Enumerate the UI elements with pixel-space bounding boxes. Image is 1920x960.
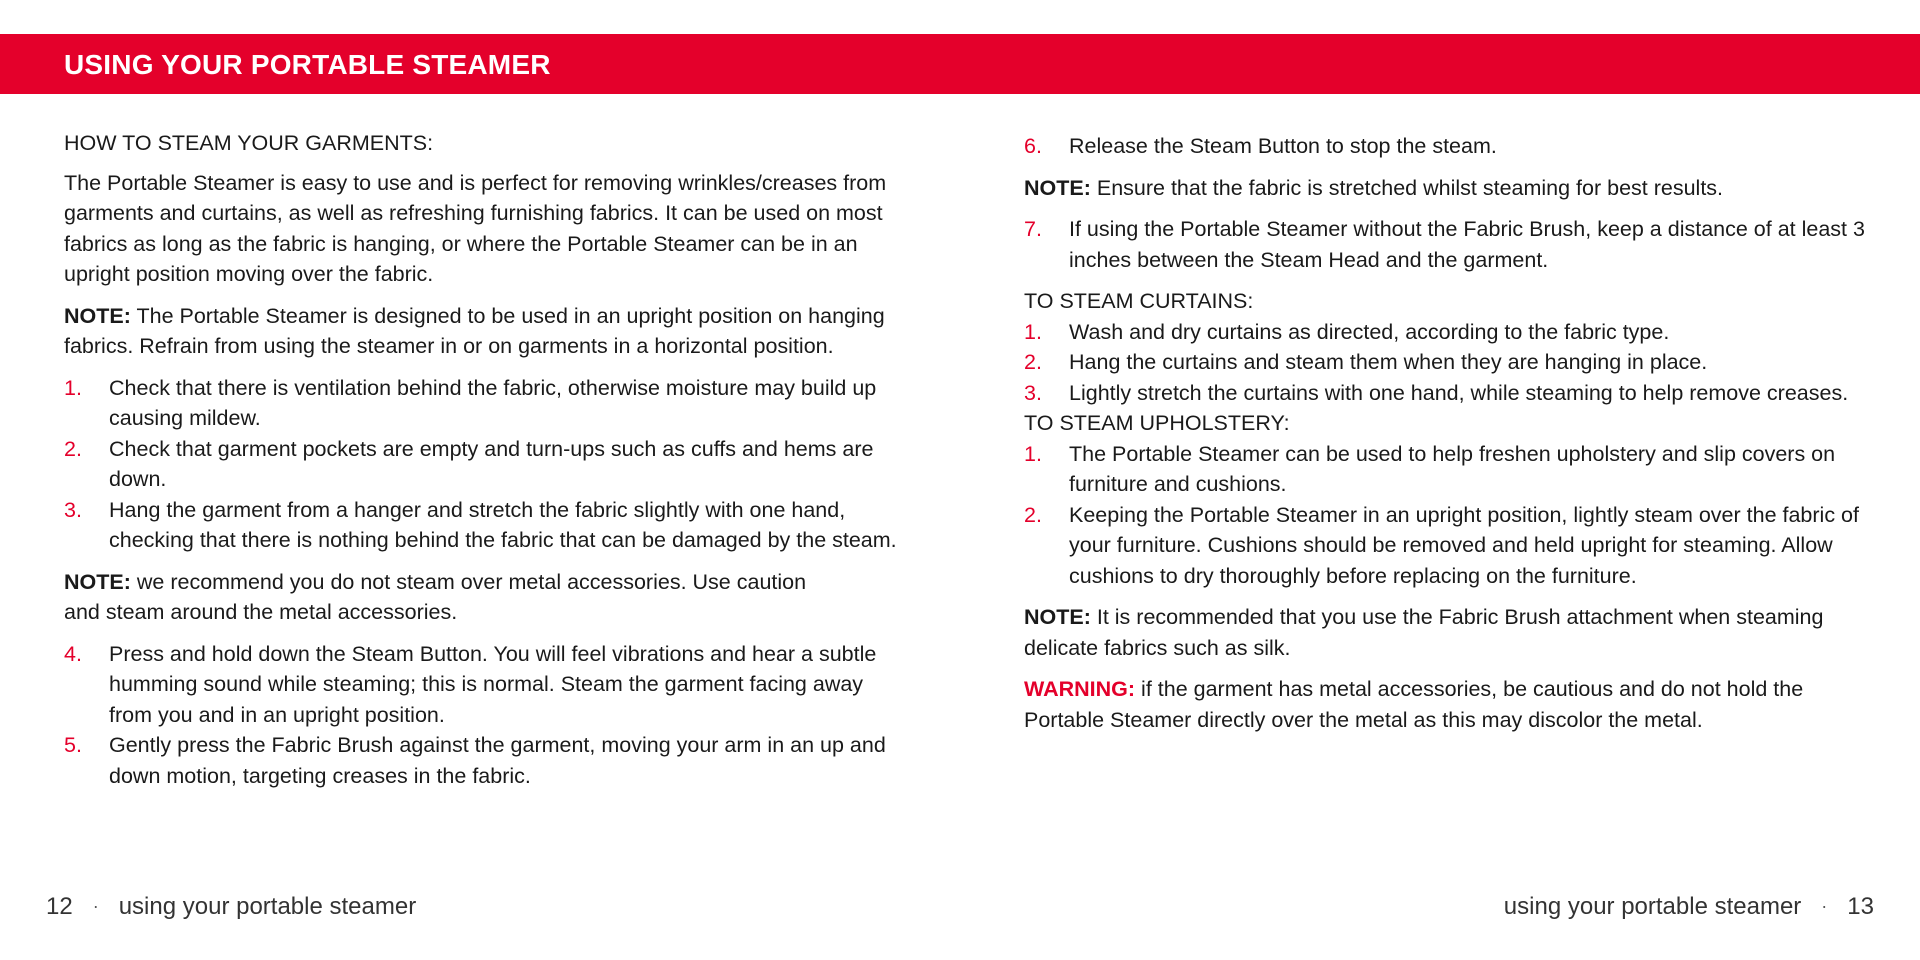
note-text: Ensure that the fabric is stretched whilst steaming for best results. bbox=[1090, 175, 1724, 200]
footer-left bbox=[46, 893, 416, 921]
note-stretched bbox=[1024, 173, 1866, 204]
note-text: It is recommended that you use the Fabric Brush attachment when steaming delicate fabrics such as silk. bbox=[1024, 605, 1824, 660]
step-number: 5. bbox=[64, 733, 82, 757]
step-text: Wash and dry curtains as directed, according to the fabric type. bbox=[1069, 319, 1670, 344]
list-item bbox=[1024, 214, 1866, 275]
note-label: NOTE: bbox=[1024, 605, 1091, 629]
footer-right bbox=[1504, 893, 1874, 921]
garment-step-6 bbox=[1024, 131, 1866, 162]
step-number: 1. bbox=[64, 375, 82, 400]
step-number: 3. bbox=[1024, 380, 1042, 405]
step-text: Release the Steam Button to stop the steam. bbox=[1069, 134, 1497, 158]
step-text: Check that there is ventilation behind the fabric, otherwise moisture may build up causing mildew. bbox=[109, 375, 877, 430]
note-fabric-brush bbox=[1024, 602, 1866, 663]
upholstery-heading: TO STEAM UPHOLSTERY: bbox=[1024, 411, 1290, 435]
step-number: 4. bbox=[64, 641, 82, 666]
step-text: Gently press the Fabric Brush against the garment, moving your arm in an up and down motion, targeting creases in the fabric. bbox=[109, 733, 886, 788]
intro-paragraph: The Portable Steamer is easy to use and is perfect for removing wrinkles/creases from garments and curtains, as well as refreshing furnishing fabrics. It can be used on most fabrics as long as the fabric is hanging, or where the Portable Steamer can be in an upright position moving over the fabric. bbox=[64, 170, 887, 286]
page-number-left: 12 bbox=[46, 893, 73, 920]
note-metal bbox=[64, 567, 824, 628]
list-item bbox=[64, 373, 906, 434]
curtains-steps-list bbox=[1024, 317, 1866, 409]
garment-steps-list-a bbox=[64, 373, 906, 556]
step-number: 1. bbox=[1024, 319, 1042, 344]
right-column bbox=[1024, 128, 1866, 746]
step-text: The Portable Steamer can be used to help freshen upholstery and slip covers on furniture and cushions. bbox=[1069, 441, 1836, 496]
step-number: 2. bbox=[1024, 350, 1042, 374]
garments-heading bbox=[64, 128, 906, 159]
page-number-right: 13 bbox=[1847, 893, 1874, 920]
footer-right-text: using your portable steamer bbox=[1503, 893, 1802, 920]
section-banner bbox=[0, 34, 1920, 94]
step-number: 3. bbox=[64, 497, 82, 522]
garment-steps-list-b bbox=[64, 639, 906, 792]
list-item bbox=[1024, 378, 1866, 409]
step-text: Press and hold down the Steam Button. You will feel vibrations and hear a subtle humming sound while steaming; this is normal. Steam the garment facing away from you and in an upright position. bbox=[109, 641, 877, 727]
step-number: 7. bbox=[1024, 217, 1042, 241]
list-item bbox=[1024, 439, 1866, 500]
warning-paragraph bbox=[1024, 674, 1859, 735]
step-number: 1. bbox=[1024, 441, 1042, 466]
list-item bbox=[1024, 347, 1866, 378]
list-item bbox=[1024, 500, 1866, 592]
list-item bbox=[64, 730, 906, 791]
note-label: NOTE: bbox=[64, 303, 131, 328]
list-item bbox=[1024, 317, 1866, 348]
list-item bbox=[64, 434, 906, 495]
note-label: NOTE: bbox=[1024, 175, 1091, 200]
warning-label: WARNING: bbox=[1024, 677, 1136, 701]
footer-left-text: using your portable steamer bbox=[118, 893, 417, 920]
step-text: Lightly stretch the curtains with one hand, while steaming to help remove creases. bbox=[1069, 380, 1849, 405]
list-item bbox=[1024, 131, 1866, 162]
step-number: 2. bbox=[64, 436, 82, 461]
list-item bbox=[64, 495, 906, 556]
step-text: Hang the curtains and steam them when they are hanging in place. bbox=[1069, 350, 1708, 374]
upholstery-steps-list bbox=[1024, 439, 1866, 592]
note-label: NOTE: bbox=[64, 569, 131, 594]
step-number: 2. bbox=[1024, 502, 1042, 527]
warning-text: if the garment has metal accessories, be cautious and do not hold the Portable Steamer directly over the metal as this may discolor the metal. bbox=[1024, 677, 1804, 732]
step-number: 6. bbox=[1024, 134, 1042, 158]
note-text: we recommend you do not steam over metal accessories. Use caution and steam around the metal accessories. bbox=[64, 569, 807, 624]
step-text: Keeping the Portable Steamer in an upright position, lightly steam over the fabric of your furniture. Cushions should be removed and held upright for steaming. Allow cushions to dry thoroughly before replacing on the furniture. bbox=[1069, 502, 1859, 588]
footer-separator: · bbox=[1821, 896, 1828, 916]
left-column bbox=[64, 128, 906, 802]
step-text: Hang the garment from a hanger and stretch the fabric slightly with one hand, checking that there is nothing behind the fabric that can be damaged by the steam. bbox=[109, 497, 897, 552]
list-item bbox=[64, 639, 906, 731]
step-text: Check that garment pockets are empty and turn-ups such as cuffs and hems are down. bbox=[109, 436, 874, 491]
garments-heading-text: HOW TO STEAM YOUR GARMENTS: bbox=[64, 131, 434, 155]
step-text: If using the Portable Steamer without the Fabric Brush, keep a distance of at least 3 inches between the Steam Head and the garment. bbox=[1069, 217, 1865, 272]
garment-step-7 bbox=[1024, 214, 1866, 275]
note-upright bbox=[64, 301, 906, 362]
banner-title: USING YOUR PORTABLE STEAMER bbox=[64, 49, 551, 80]
note-text: The Portable Steamer is designed to be used in an upright position on hanging fabrics. Refrain from using the steamer in or on garments in a horizontal position. bbox=[64, 303, 885, 358]
footer-separator: · bbox=[92, 896, 99, 916]
curtains-heading: TO STEAM CURTAINS: bbox=[1024, 289, 1254, 313]
